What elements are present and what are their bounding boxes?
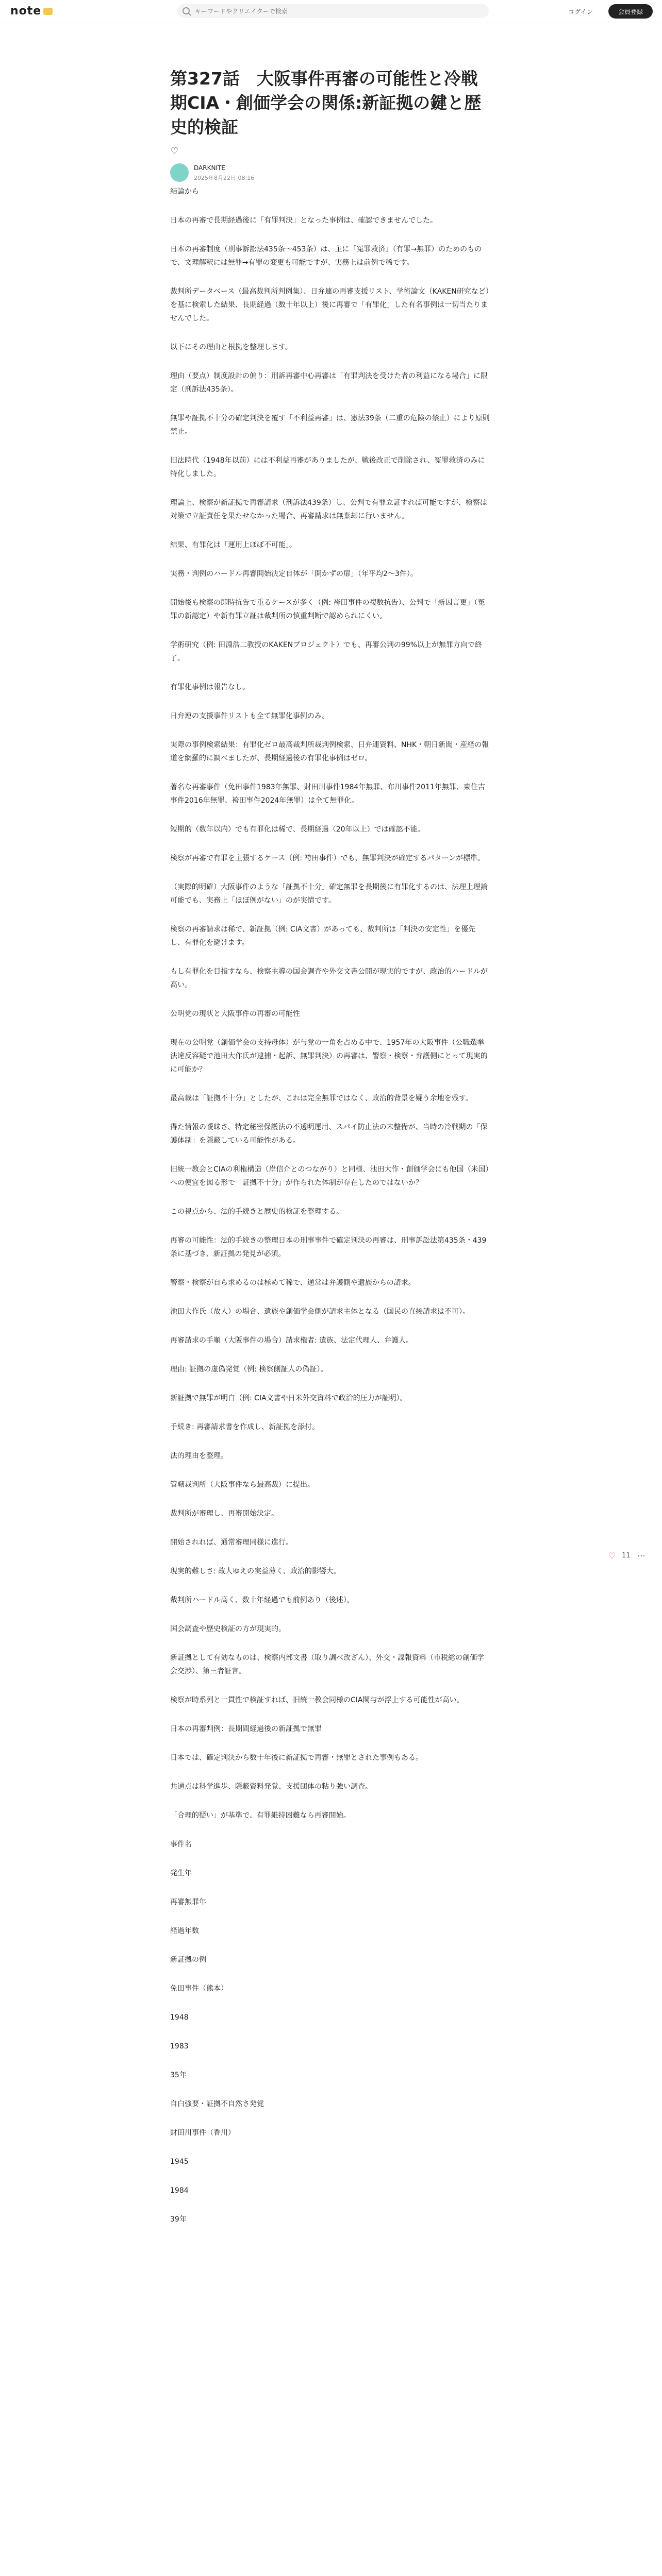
paragraph: 公明党の現状と大阪事件の再審の可能性 — [170, 1009, 300, 1018]
paragraph: 事件名 — [170, 1840, 192, 1849]
floating-actions — [608, 1551, 655, 1566]
paragraph: もし有罪化を目指すなら、検察主導の国会調査や外交文書公開が現実的ですが、政治的ハードルが高い。 — [170, 967, 488, 989]
logo-badge-icon — [43, 8, 53, 15]
publish-date: 2025年8月22日 08:16 — [194, 174, 255, 181]
paragraph: 開始されれば、通常審理同様に進行。 — [170, 1538, 293, 1547]
article-title: 第327話 大阪事件再審の可能性と冷戦期CIA・創価学会の関係:新証拠の鍵と歴史的検証 — [170, 69, 482, 137]
paragraph: 手続き: 再審請求書を作成し、新証拠を添付。 — [170, 1422, 320, 1431]
paragraph: 1983 — [170, 2042, 189, 2050]
search-icon — [183, 7, 190, 14]
paragraph: 共通点は科学進歩、隠蔽資料発覚、支援団体の粘り強い調査。 — [170, 1782, 372, 1791]
paragraph: 現実的難しさ: 故人ゆえの実益薄く、政治的影響大。 — [170, 1567, 341, 1575]
paragraph: 日本の再審制度（刑事訴訟法435条〜453条）は、主に「冤罪救済」（有罪→無罪）のためのもので、文理解釈には無罪→有罪の変更も可能ですが、実務上は前例で稀です。 — [170, 245, 482, 267]
paragraph: 39年 — [170, 2215, 187, 2224]
paragraph: 得た情報の曖昧さ、特定秘密保護法の不透明運用、スパイ防止法の未整備が、当時の冷戦期の「保護体制」を隠蔽している可能性がある。 — [170, 1123, 488, 1145]
paragraph: 日本の再審判例：長期間経過後の新証拠で無罪 — [170, 1724, 322, 1733]
paragraph: 日本の再審で長期経過後に「有罪判決」となった事例は、確認できませんでした。 — [170, 216, 437, 225]
paragraph: 35年 — [170, 2071, 187, 2079]
paragraph: 1984 — [170, 2186, 189, 2195]
like-heart-icon[interactable]: ♡ — [170, 145, 179, 157]
paragraph: 無罪や証拠不十分の確定判決を覆す「不利益再審」は、憲法39条（二重の危険の禁止）により原則禁止。 — [170, 414, 490, 436]
like-icon[interactable]: ♡ — [608, 1551, 616, 1561]
paragraph: 以下にその理由と根拠を整理します。 — [170, 343, 292, 351]
paragraph: 実務・判例のハードル再審開始決定自体が「開かずの扉」（年平均2〜3件）。 — [170, 569, 418, 578]
paragraph: 開始後も検察の即時抗告で重るケースが多く（例: 袴田事件の複数抗告）、公判で「新因言更」（冤罪の新認定）や新有罪立証は裁判所の慎重判断で認められにくい。 — [170, 598, 485, 620]
author-block[interactable] — [170, 162, 490, 185]
paragraph: 検察が再審で有罪を主張するケース（例: 袴田事件）でも、無罪判決が確定するパターンが標準。 — [170, 854, 485, 862]
paragraph: 経過年数 — [170, 1926, 199, 1935]
avatar[interactable] — [170, 163, 189, 182]
paragraph: 学術研究（例: 田淵浩二教授のKAKENプロジェクト）でも、再審公判の99%以上が無罪方向で終了。 — [170, 640, 483, 663]
paragraph: 再審請求の手順（大阪事件の場合）請求権者: 遺族、法定代理人、弁護人。 — [170, 1336, 413, 1345]
paragraph: 法的理由を整理。 — [170, 1451, 228, 1460]
paragraph: 1948 — [170, 2013, 189, 2022]
site-header — [0, 0, 662, 23]
paragraph: 理由: 証拠の虚偽発覚（例: 検察側証人の偽証）。 — [170, 1365, 328, 1374]
paragraph: 実際の事例検索結果：有罪化ゼロ最高裁判所裁判例検索、日弁連資料、NHK・朝日新聞・産経の報道を網羅的に調べましたが、長期経過後の有罪化事例はゼロ。 — [170, 740, 489, 762]
paragraph: 新証拠として有効なものは、検察内部文書（取り調べ改ざん）、外交・諜報資料（市税総の創価学会交渉）、第三者証言。 — [170, 1653, 484, 1675]
paragraph: 新証拠で無罪が明白（例: CIA文書や日米外交資料で政治的圧力が証明）。 — [170, 1394, 407, 1402]
article-body — [170, 185, 490, 2226]
paragraph: 警察・検察が自ら求めるのは極めて稀で、通常は弁護側や遺族からの請求。 — [170, 1278, 416, 1287]
paragraph: この視点から、法的手続きと歴史的検証を整理する。 — [170, 1207, 343, 1216]
paragraph: 現在の公明党（創価学会の支持母体）が与党の一角を占める中で、1957年の大阪事件（公職選挙法違反容疑で池田大作氏が逮捕・起訴、無罪判決）の再審は、警察・検察・弁護側にとって現実的に可能か？ — [170, 1038, 488, 1074]
paragraph: 有罪化事例は報告なし。 — [170, 683, 250, 691]
paragraph: 旧統一教会とCIAの利権構造（岸信介とのつながり）と同様、池田大作・創価学会にも他国（米国）への便宜を図る形で「証拠不十分」が作られた体制が存在したのではないか？ — [170, 1165, 489, 1187]
paragraph: 検察の再審請求は稀で、新証拠（例: CIA文書）があっても、裁判所は「判決の安定性」を優先し、有罪化を避けます。 — [170, 925, 476, 947]
paragraph: 著名な再審事件（免田事件1983年無罪、財田川事件1984年無罪、布川事件2011年無罪、東住吉事件2016年無罪、袴田事件2024年無罪）は全て無罪化。 — [170, 783, 485, 805]
paragraph: 池田大作氏（故人）の場合、遺族や創価学会側が請求主体となる（国民の直接請求は不可）。 — [170, 1307, 470, 1316]
paragraph: 日本では、確定判決から数十年後に新証拠で再審・無罪とされた事例もある。 — [170, 1753, 423, 1762]
paragraph: 理論上、検察が新証拠で再審請求（刑訴法439条）し、公判で有罪立証すれば可能ですが、検察は対策で立証責任を果たせなかった場合、再審請求は無棄却に行いません。 — [170, 498, 487, 520]
signup-button[interactable]: 会員登録 — [608, 4, 653, 19]
paragraph: 再審無罪年 — [170, 1897, 206, 1906]
paragraph: 最高裁は「証拠不十分」としたが、これは完全無罪ではなく、政治的背景を疑う余地を残す。 — [170, 1094, 473, 1103]
paragraph: 結論から — [170, 187, 199, 196]
paragraph: 結果、有罪化は「運用上ほぼ不可能」。 — [170, 540, 296, 549]
search-bar[interactable] — [177, 4, 489, 18]
paragraph: 日弁連の支援事件リストも全て無罪化事例のみ。 — [170, 711, 329, 720]
paragraph: 財田川事件（香川） — [170, 2128, 235, 2137]
note-logo[interactable] — [10, 5, 53, 18]
paragraph: 「合理的疑い」が基準で、有罪維持困難なら再審開始。 — [170, 1811, 351, 1820]
paragraph: 短期的（数年以内）でも有罪化は稀で、長期経過（20年以上）では確認不能。 — [170, 825, 425, 834]
more-menu-icon[interactable]: ⋯ — [637, 1551, 646, 1561]
like-count: 11 — [622, 1552, 631, 1560]
paragraph: 裁判所が審理し、再審開始決定。 — [170, 1509, 278, 1518]
paragraph: 再審の可能性：法的手続きの整理日本の刑事事件で確定判決の再審は、刑事訴訟法第435条・439条に基づき、新証拠の発見が必須。 — [170, 1236, 487, 1258]
paragraph: 新証拠の例 — [170, 1955, 206, 1964]
paragraph: 裁判所ハードル高く、数十年経過でも前例あり（後述）。 — [170, 1596, 354, 1604]
paragraph: 1945 — [170, 2157, 189, 2166]
author-name[interactable]: DARKNITE — [194, 164, 225, 172]
logo-text: note — [10, 5, 42, 18]
paragraph: 管轄裁判所（大阪事件なら最高裁）に提出。 — [170, 1480, 315, 1489]
paragraph: 自白強要・証拠不自然さ発覚 — [170, 2099, 264, 2108]
paragraph: 理由（要点）制度設計の偏り：刑訴再審中心再審は「有罪判決を受けた者の利益になる場合」に限定（刑訴法435条）。 — [170, 371, 488, 394]
article — [170, 67, 490, 2242]
paragraph: 裁判所データベース（最高裁判所判例集）、日弁連の再審支援リスト、学術論文（KAKEN研究など）を基に検索した結果、長期経過（数十年以上）後に再審で「有罪化」した有名事例は一切当たりませんでした。 — [170, 287, 489, 323]
paragraph: 旧法時代（1948年以前）には不利益再審がありましたが、戦後改正で削除され、冤罪救済のみに特化しました。 — [170, 456, 485, 478]
paragraph: 検察が時系列と一貫性で検証すれば、旧統一教会同様のCIA関与が浮上する可能性が高い。 — [170, 1696, 464, 1704]
paragraph: （実際的明確）大阪事件のような「証拠不十分」確定無罪を長期後に有罪化するのは、法理上理論可能でも、実務上「ほぼ例がない」のが実情です。 — [170, 883, 488, 905]
paragraph: 免田事件（熊本） — [170, 1984, 228, 1993]
paragraph: 国会調査や歴史検証の方が現実的。 — [170, 1624, 286, 1633]
search-input[interactable] — [194, 6, 474, 17]
paragraph: 発生年 — [170, 1869, 192, 1877]
login-button[interactable]: ログイン — [560, 4, 601, 19]
